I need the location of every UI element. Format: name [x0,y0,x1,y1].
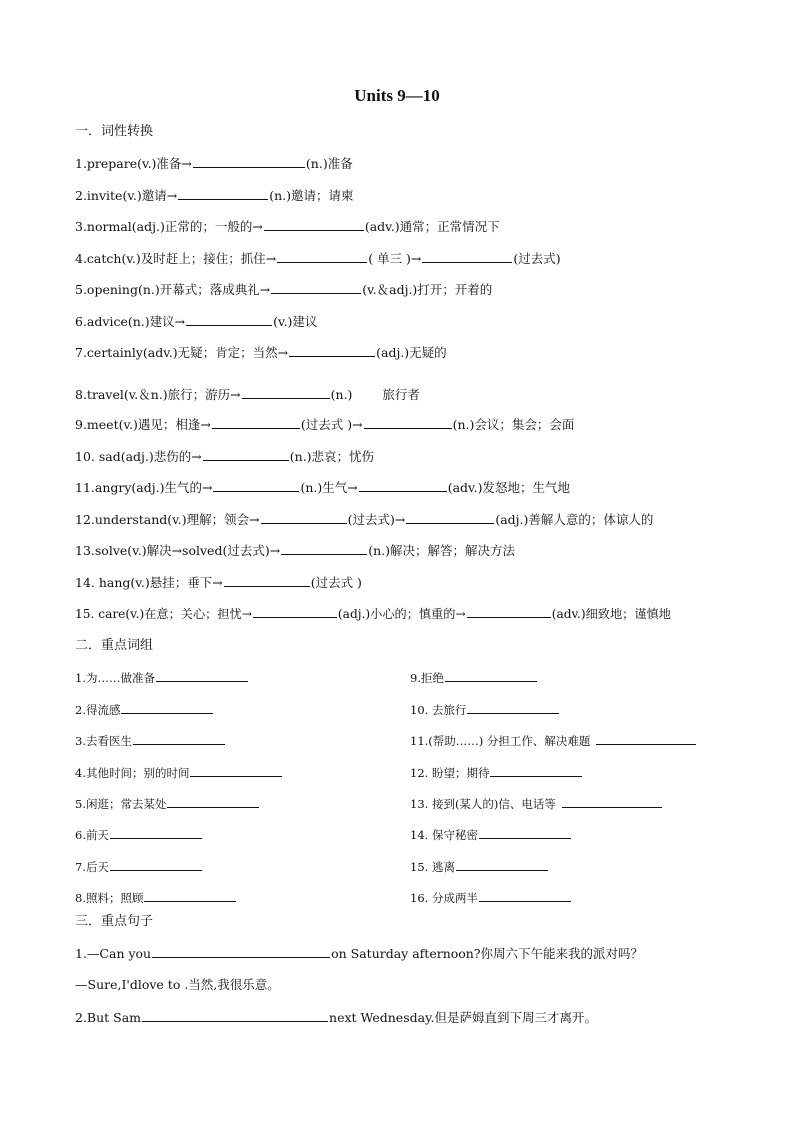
phrase-item: 4.其他时间；别的时间 [75,764,283,782]
phrase-item: 14. 保守秘密 [410,826,572,844]
answer-blank[interactable] [121,701,213,714]
phrase-item: 11.(帮助……) 分担工作、解决难题 [410,732,697,750]
answer-blank[interactable] [261,511,347,524]
exercise-item-15: 15. care(v.)在意；关心；担忧→ (adj.)小心的；慎重的→ (adv.)细致地；谨慎地 [75,607,671,621]
exercise-item-9: 9.meet(v.)遇见；相逢→ (过去式 )→ (n.)会议；集会；会面 [75,417,575,432]
answer-blank[interactable] [467,605,551,618]
answer-blank[interactable] [110,858,202,871]
answer-blank[interactable] [359,479,447,492]
answer-blank[interactable] [156,669,248,682]
phrase-item: 5.闲逛；常去某处 [75,795,260,813]
sentence-item-2: 2.But Sam next Wednesday.但是萨姆直到下周三才离开。 [75,1010,597,1025]
exercise-item-4: 4.catch(v.)及时赶上；接住；抓住→ ( 单三 )→ (过去式) [75,251,561,266]
answer-blank[interactable] [277,250,367,263]
section-heading-1: 一．词性转换 [75,124,154,139]
exercise-item-13: 13.solve(v.)解决→solved(过去式)→ (n.)解决；解答；解决方法 [75,543,515,558]
phrase-item: 3.去看医生 [75,732,226,750]
section-heading-2: 二．重点词组 [75,638,154,653]
answer-blank[interactable] [178,187,268,200]
phrase-item: 9.拒绝 [410,669,538,687]
exercise-item-3: 3.normal(adj.)正常的；一般的→ (adv.)通常；正常情况下 [75,219,500,234]
answer-blank[interactable] [562,795,662,808]
answer-blank[interactable] [190,764,282,777]
phrase-item: 2.得流感 [75,701,214,719]
answer-blank[interactable] [167,795,259,808]
answer-blank[interactable] [289,344,375,357]
answer-blank[interactable] [467,701,559,714]
answer-blank[interactable] [186,313,272,326]
answer-blank[interactable] [212,416,300,429]
exercise-item-10: 10. sad(adj.)悲伤的→ (n.)悲哀；忧伤 [75,449,375,464]
sentence-item-1: 1.—Can you on Saturday afternoon?你周六下午能来我的派对吗？ [75,946,644,961]
answer-blank[interactable] [281,542,367,555]
answer-blank[interactable] [490,764,582,777]
page-title: Units 9—10 [354,86,440,105]
phrase-item: 7.后天 [75,858,203,876]
sentence-item-1-reply: —Sure,I'dlove to .当然,我很乐意。 [75,977,280,992]
answer-blank[interactable] [133,732,225,745]
answer-blank[interactable] [142,1009,328,1022]
exercise-item-12: 12.understand(v.)理解；领会→ (过去式)→ (adj.)善解人意的；体谅人的 [75,512,654,527]
answer-blank[interactable] [203,448,289,461]
answer-blank[interactable] [213,479,299,492]
answer-blank[interactable] [406,511,494,524]
answer-blank[interactable] [152,945,330,958]
answer-blank[interactable] [456,858,548,871]
exercise-item-2: 2.invite(v.)邀请→ (n.)邀请；请柬 [75,188,354,203]
answer-blank[interactable] [144,889,236,902]
answer-blank[interactable] [110,826,202,839]
exercise-item-5: 5.opening(n.)开幕式；落成典礼→ (v.＆adj.)打开；开着的 [75,282,493,297]
answer-blank[interactable] [264,218,364,231]
phrase-item: 12. 盼望；期待 [410,764,583,782]
phrase-item: 15. 逃离 [410,858,549,876]
exercise-item-7: 7.certainly(adv.)无疑；肯定；当然→ (adj.)无疑的 [75,345,447,360]
phrase-item: 1.为……做准备 [75,669,249,687]
answer-blank[interactable] [445,669,537,682]
answer-blank[interactable] [479,826,571,839]
phrase-item: 16. 分成两半 [410,889,572,907]
exercise-item-14: 14. hang(v.)悬挂；垂下→ (过去式 ) [75,575,362,590]
answer-blank[interactable] [242,386,330,399]
answer-blank[interactable] [271,281,361,294]
phrase-item: 13. 接到(某人的)信、电话等 [410,795,663,813]
phrase-item: 6.前天 [75,826,203,844]
answer-blank[interactable] [364,416,452,429]
answer-blank[interactable] [224,574,310,587]
answer-blank[interactable] [596,732,696,745]
exercise-item-1: 1.prepare(v.)准备→ (n.)准备 [75,156,353,171]
phrase-item: 10. 去旅行 [410,701,560,719]
answer-blank[interactable] [479,889,571,902]
exercise-item-6: 6.advice(n.)建议→ (v.)建议 [75,314,318,329]
answer-blank[interactable] [422,250,512,263]
section-heading-3: 三．重点句子 [75,914,154,929]
answer-blank[interactable] [253,605,337,618]
exercise-item-11: 11.angry(adj.)生气的→ (n.)生气→ (adv.)发怒地；生气地 [75,480,570,495]
exercise-item-8: 8.travel(v.＆n.)旅行；游历→ (n.) 旅行者 [75,387,420,402]
answer-blank[interactable] [193,155,305,168]
phrase-item: 8.照料；照顾 [75,889,237,907]
